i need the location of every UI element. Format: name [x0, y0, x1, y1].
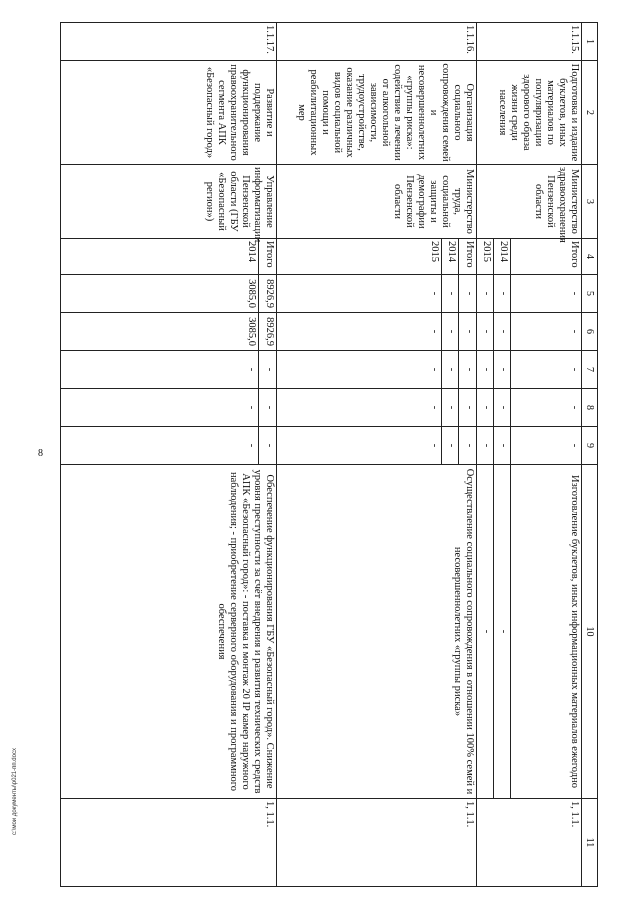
- value-cell: -: [511, 313, 581, 351]
- value-cell: -: [276, 313, 442, 351]
- executor: Министерство труда, социальной защиты и демографии Пензенской области: [276, 165, 476, 239]
- value-cell: -: [259, 389, 276, 427]
- value-cell: -: [459, 389, 476, 427]
- activity-name: Организация социального сопровождения семей и несовершеннолетних «группы риска»: содействие в лечении от алкогольной зависимости, трудоустройстве, оказание различных видов социальной помощи и реабилитационных мер: [276, 61, 476, 165]
- executor: Министерство здравоохранения Пензенской области: [476, 165, 581, 239]
- result-cell: Обеспечение функционирования ГБУ «Безопасный город». Снижение уровня преступности за счёт внедрения и развития технических средств АПК «Безопасный город»: - поставка и монтаж 20 IP камер наружного наблюдения; - приобретение серверного оборудования и программного обеспечения: [61, 465, 277, 799]
- indicator-cell: 1, 1.1.: [476, 799, 581, 887]
- value-cell: -: [61, 351, 259, 389]
- value-cell: -: [442, 427, 459, 465]
- value-cell: -: [61, 427, 259, 465]
- result-cell: Изготовление буклетов, иных информационных материалов ежегодно: [511, 465, 581, 799]
- header-cell: 1: [581, 23, 597, 61]
- value-cell: 3085,0: [61, 275, 259, 313]
- value-cell: -: [459, 275, 476, 313]
- value-cell: -: [476, 275, 493, 313]
- header-cell: 11: [581, 799, 597, 887]
- header-cell: 6: [581, 313, 597, 351]
- header-cell: 2: [581, 61, 597, 165]
- executor: Управление информатизации Пензенской области (ГБУ «Безопасный регион»): [61, 165, 277, 239]
- value-cell: -: [442, 351, 459, 389]
- value-cell: -: [511, 275, 581, 313]
- indicator-cell: 1, 1.1.: [276, 799, 476, 887]
- value-cell: 3085,0: [61, 313, 259, 351]
- value-cell: -: [276, 275, 442, 313]
- value-cell: -: [442, 275, 459, 313]
- value-cell: -: [259, 427, 276, 465]
- value-cell: -: [494, 427, 511, 465]
- value-cell: -: [459, 351, 476, 389]
- row-number: 1.1.16.: [276, 23, 476, 61]
- result-cell: -: [494, 465, 511, 799]
- result-cell: Осуществление социального сопровождения в отношении 100% семей и несовершеннолетних «группы риска»: [276, 465, 476, 799]
- year-cell: 2015: [276, 239, 442, 275]
- value-cell: -: [276, 351, 442, 389]
- value-cell: -: [511, 389, 581, 427]
- value-cell: -: [511, 427, 581, 465]
- value-cell: -: [442, 313, 459, 351]
- value-cell: -: [511, 351, 581, 389]
- value-cell: 8926,9: [259, 313, 276, 351]
- year-cell: 2014: [442, 239, 459, 275]
- rotated-page-content: [60, 22, 598, 886]
- indicator-cell: 1, 1.1.: [61, 799, 277, 887]
- value-cell: -: [459, 313, 476, 351]
- header-cell: 10: [581, 465, 597, 799]
- value-cell: -: [494, 351, 511, 389]
- year-cell: 2014: [494, 239, 511, 275]
- header-cell: 9: [581, 427, 597, 465]
- header-cell: 4: [581, 239, 597, 275]
- header-cell: 7: [581, 351, 597, 389]
- activity-name: Развитие и поддержание функционирования правоохранительного сегмента АПК «Безопасный город»: [61, 61, 277, 165]
- value-cell: -: [494, 389, 511, 427]
- value-cell: -: [276, 427, 442, 465]
- table-row: [511, 23, 581, 887]
- row-number: 1.1.15.: [476, 23, 581, 61]
- value-cell: -: [494, 313, 511, 351]
- table-row: [259, 23, 276, 887]
- year-cell: Итого: [259, 239, 276, 275]
- value-cell: -: [259, 351, 276, 389]
- header-cell: 3: [581, 165, 597, 239]
- value-cell: -: [476, 351, 493, 389]
- result-cell: -: [476, 465, 493, 799]
- row-number: 1.1.17.: [61, 23, 277, 61]
- value-cell: -: [476, 427, 493, 465]
- year-cell: 2014: [61, 239, 259, 275]
- header-row: [581, 23, 597, 887]
- header-cell: 5: [581, 275, 597, 313]
- value-cell: -: [61, 389, 259, 427]
- program-activities-table: [60, 22, 598, 887]
- value-cell: -: [276, 389, 442, 427]
- value-cell: -: [476, 313, 493, 351]
- value-cell: -: [459, 427, 476, 465]
- footer-file-path: c:\мои документы\р021-пп.docx: [12, 748, 18, 835]
- value-cell: -: [494, 275, 511, 313]
- activity-name: Подготовка и издание буклетов, иных материалов по популяризации здорового образа жизни среди населения: [476, 61, 581, 165]
- table-row: [459, 23, 476, 887]
- value-cell: -: [442, 389, 459, 427]
- year-cell: Итого: [511, 239, 581, 275]
- year-cell: 2015: [476, 239, 493, 275]
- page-number: 8: [38, 448, 43, 459]
- value-cell: -: [476, 389, 493, 427]
- header-cell: 8: [581, 389, 597, 427]
- year-cell: Итого: [459, 239, 476, 275]
- value-cell: 8926,9: [259, 275, 276, 313]
